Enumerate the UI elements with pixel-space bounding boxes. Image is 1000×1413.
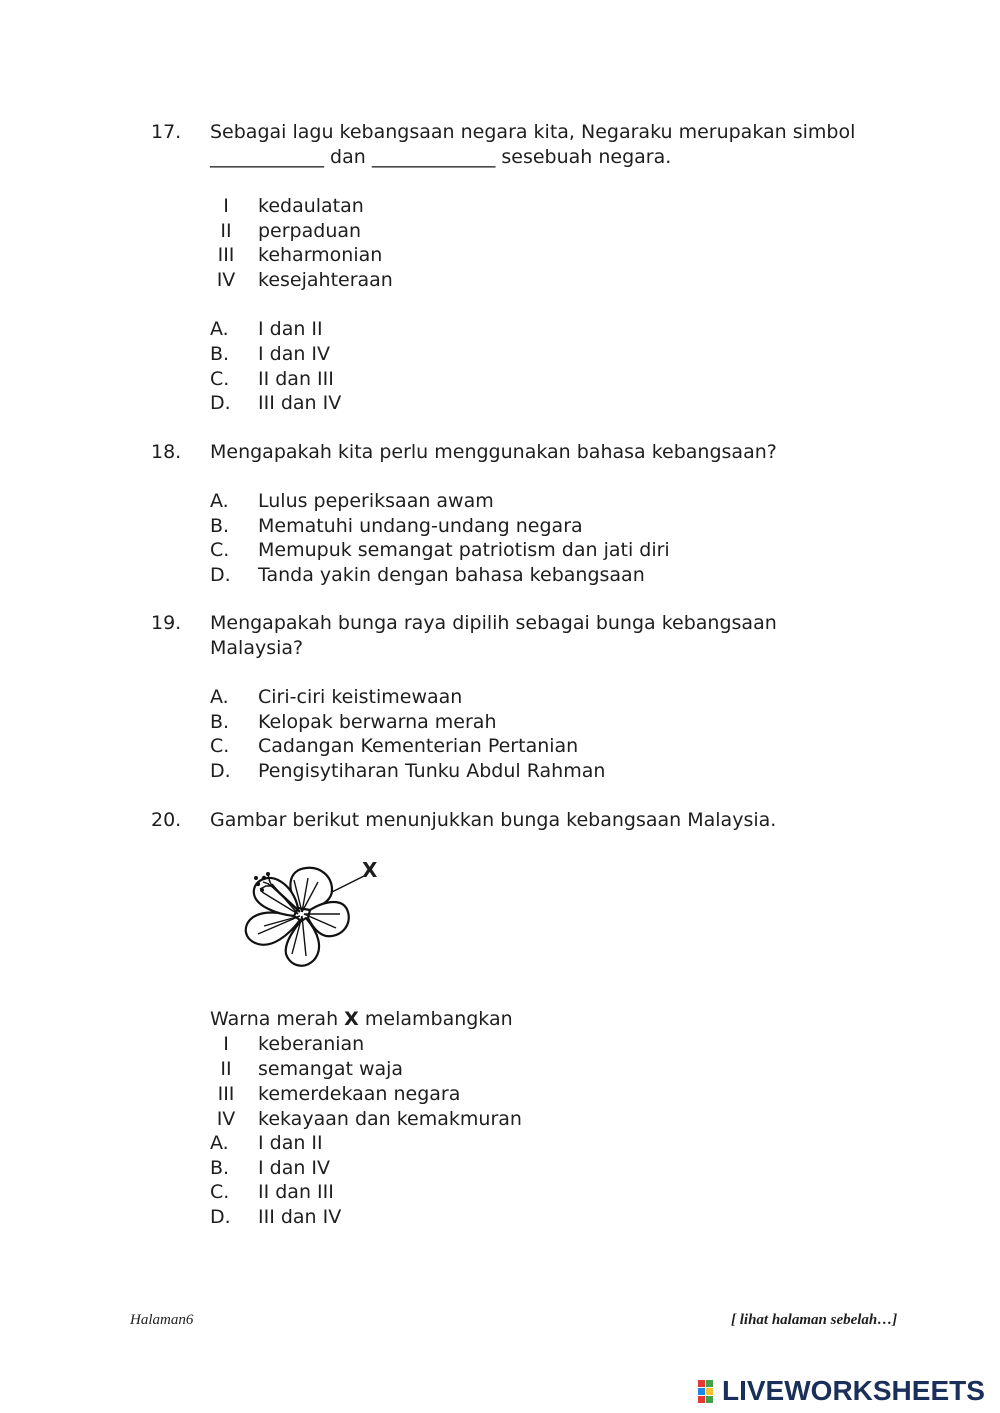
q17-option-text: III dan IV: [258, 392, 342, 414]
q19-option-text: Kelopak berwarna merah: [258, 711, 497, 733]
q20-option-letter: A.: [210, 1132, 229, 1154]
q17-option-text: I dan II: [258, 318, 323, 340]
q17-text-line2: ____________ dan _____________ sesebuah negara.: [210, 146, 672, 168]
q19-text-line1: Mengapakah bunga raya dipilih sebagai bunga kebangsaan: [210, 612, 777, 634]
q18-option-text: Lulus peperiksaan awam: [258, 490, 494, 512]
q17-option-text: I dan IV: [258, 343, 331, 365]
q17-item-text: keharmonian: [258, 244, 383, 266]
q19-option-letter: A.: [210, 686, 229, 708]
q20-option-letter: B.: [210, 1157, 230, 1179]
q19-text-line2: Malaysia?: [210, 637, 304, 659]
q20-stem: [210, 1008, 513, 1030]
q19-option-text: Pengisytiharan Tunku Abdul Rahman: [258, 760, 606, 782]
q18-option-letter: B.: [210, 515, 230, 537]
footer-next-page: [ lihat halaman sebelah…]: [731, 1312, 898, 1328]
logo-block: [698, 1396, 705, 1403]
logo-block: [706, 1388, 713, 1395]
q20-item-text: semangat waja: [258, 1058, 404, 1080]
q20-item-roman: IV: [216, 1108, 236, 1130]
q17-item-roman: IV: [216, 269, 236, 291]
q19-option-letter: C.: [210, 735, 230, 757]
q19-option-letter: B.: [210, 711, 230, 733]
footer-page-number: Halaman6: [130, 1312, 194, 1328]
q20-option-text: II dan III: [258, 1181, 334, 1203]
q20-item-text: kekayaan dan kemakmuran: [258, 1108, 522, 1130]
q17-option-letter: A.: [210, 318, 229, 340]
q20-option-letter: D.: [210, 1206, 231, 1228]
q18-option-text: Tanda yakin dengan bahasa kebangsaan: [258, 564, 645, 586]
q20-option-text: III dan IV: [258, 1206, 342, 1228]
q17-text-line1: Sebagai lagu kebangsaan negara kita, Negaraku merupakan simbol: [210, 121, 856, 143]
logo-block: [698, 1388, 705, 1395]
q17-item-text: perpaduan: [258, 220, 362, 242]
q18-number: 18.: [151, 441, 182, 463]
q20-item-text: keberanian: [258, 1033, 365, 1055]
q18-text-line1: Mengapakah kita perlu menggunakan bahasa kebangsaan?: [210, 441, 777, 463]
q17-item-roman: I: [223, 195, 229, 217]
q18-option-text: Memupuk semangat patriotism dan jati diri: [258, 539, 670, 561]
q17-item-text: kesejahteraan: [258, 269, 393, 291]
q17-item-roman: II: [220, 220, 232, 242]
image-label-x: X: [362, 858, 378, 882]
q17-item-roman: III: [217, 244, 235, 266]
liveworksheets-watermark: LIVEWORKSHEETS: [722, 1375, 985, 1406]
q19-option-letter: D.: [210, 760, 231, 782]
q19-option-text: Cadangan Kementerian Pertanian: [258, 735, 579, 757]
q20-option-text: I dan IV: [258, 1157, 331, 1179]
q20-stem-post: melambangkan: [364, 1008, 513, 1030]
q17-number: 17.: [151, 121, 182, 143]
q20-item-roman: II: [220, 1058, 232, 1080]
q20-item-text: kemerdekaan negara: [258, 1083, 461, 1105]
liveworksheets-logo-icon: [698, 1380, 720, 1402]
q20-number: 20.: [151, 809, 182, 831]
q17-option-letter: D.: [210, 392, 231, 414]
logo-block: [706, 1396, 713, 1403]
q17-option-text: II dan III: [258, 368, 334, 390]
q18-option-letter: A.: [210, 490, 229, 512]
q20-option-text: I dan II: [258, 1132, 323, 1154]
logo-block: [698, 1380, 705, 1387]
q18-option-letter: C.: [210, 539, 230, 561]
q19-option-text: Ciri-ciri keistimewaan: [258, 686, 463, 708]
q20-text-line1: Gambar berikut menunjukkan bunga kebangsaan Malaysia.: [210, 809, 777, 831]
q17-option-letter: B.: [210, 343, 230, 365]
q20-option-letter: C.: [210, 1181, 230, 1203]
q18-option-letter: D.: [210, 564, 231, 586]
logo-block: [706, 1380, 713, 1387]
q20-stem-pre: Warna merah: [210, 1008, 339, 1030]
q17-option-letter: C.: [210, 368, 230, 390]
q20-item-roman: I: [223, 1033, 229, 1055]
q18-option-text: Mematuhi undang-undang negara: [258, 515, 583, 537]
q20-item-roman: III: [217, 1083, 235, 1105]
q20-stem-bold: X: [344, 1008, 359, 1030]
q17-item-text: kedaulatan: [258, 195, 364, 217]
q19-number: 19.: [151, 612, 182, 634]
